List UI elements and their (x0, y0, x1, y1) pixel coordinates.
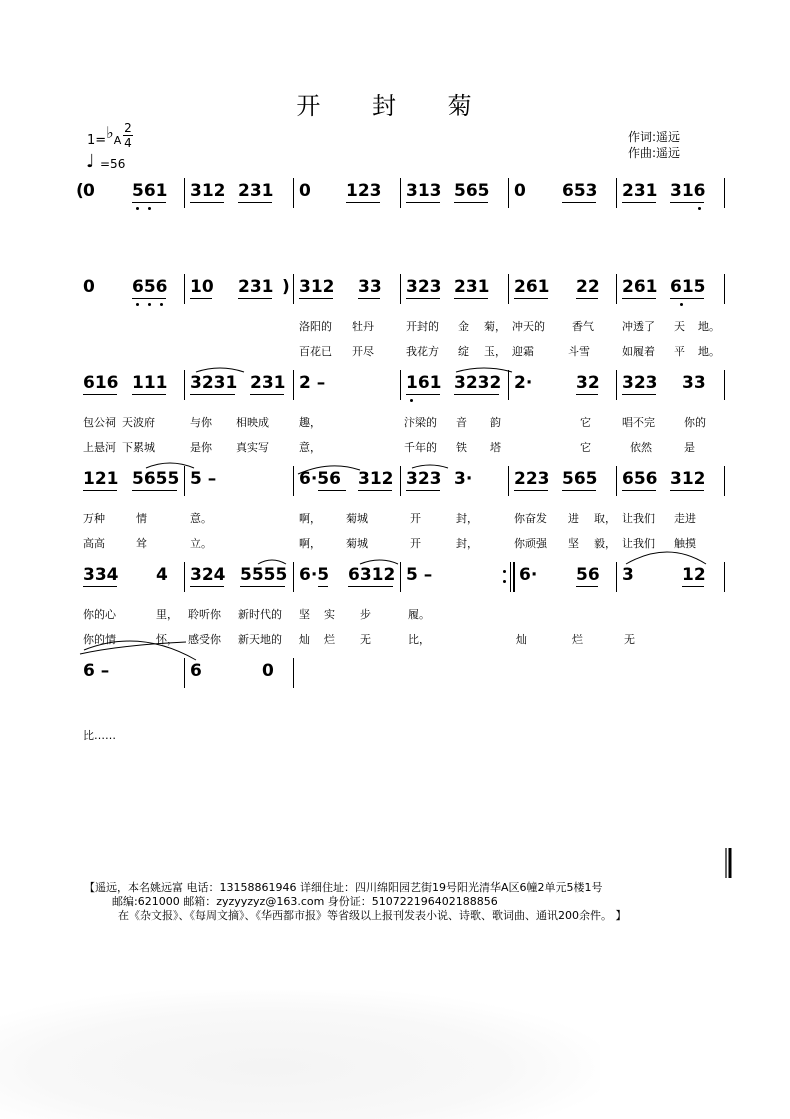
note-group: 565 (454, 181, 490, 201)
author-info-line: 【遥远，本名姚远富 电话：13158861946 详细住址：四川绵阳园艺街19号阳光清华A区6幢2单元5楼1号 (84, 881, 603, 894)
note-group: 6312 (348, 565, 396, 585)
note-group: 312 (299, 277, 335, 297)
contact-info-line: 邮编:621000 邮箱：zyzyyzyz@163.com 身份证：510722196402188856 (112, 895, 498, 908)
note-group: 0 (299, 181, 311, 201)
note-group: 656 (622, 469, 658, 489)
note-group: 0 (514, 181, 526, 201)
note-group: 2· (514, 373, 533, 393)
note-group: 231 (622, 181, 658, 201)
note-group: 5555 (240, 565, 288, 585)
staff-line-6: 6 – 6 0 比…… (0, 658, 790, 748)
bar-line (400, 178, 401, 208)
bar-line (293, 178, 294, 208)
note-group: 3· (454, 469, 473, 489)
note-group: 261 (514, 277, 550, 297)
bar-line (616, 178, 617, 208)
time-signature: 2 4 (124, 121, 132, 150)
note-group: 2 – (299, 373, 326, 393)
staff-line-1 (0, 178, 790, 214)
note-group: 223 (514, 469, 550, 489)
note-group: 0 (83, 181, 95, 201)
note-group: 323 (406, 277, 442, 297)
note-group: 653 (562, 181, 598, 201)
note-group: 3231 (190, 373, 238, 393)
composer: 作曲:遥远 (628, 146, 681, 160)
note-group: 561 (132, 181, 168, 201)
staff-line-2: 0 656 10 231 ) 312 33 323 231 261 22 261 615 洛阳的 牡丹 开封的 金 菊， 冲天的 香气 冲透了 天 地。 百花已 开尽 我花方 绽 玉， 迎霜 斗雪 如履着 平 地。 (0, 274, 790, 364)
page-shadow (0, 990, 600, 1119)
note-group: 12 (682, 565, 706, 585)
note-group: 334 (83, 565, 119, 585)
note-group: 231 (250, 373, 286, 393)
note-group: 22 (576, 277, 600, 297)
song-title: 开 封 菊 (296, 92, 494, 120)
note-group: 231 (238, 181, 274, 201)
note-group: 231 (238, 277, 274, 297)
note-group: 316 (670, 181, 706, 201)
note-group: 231 (454, 277, 490, 297)
note-group: 6·56 (299, 469, 341, 489)
note-group: 312 (190, 181, 226, 201)
note-group: 33 (358, 277, 382, 297)
note-group: 121 (83, 469, 119, 489)
note-group: 6 (190, 661, 202, 681)
note-group: 56 (576, 565, 600, 585)
note-group: 5655 (132, 469, 180, 489)
note-group: 6 – (83, 661, 110, 681)
note-group: 33 (682, 373, 706, 393)
note-group: 4 (156, 565, 168, 585)
note-group: 0 (262, 661, 274, 681)
note-group: 323 (622, 373, 658, 393)
bar-line (508, 178, 509, 208)
note-group: 161 (406, 373, 442, 393)
note-group: 261 (622, 277, 658, 297)
note-group: 656 (132, 277, 168, 297)
key-signature: 1=♭A (87, 123, 122, 148)
tempo-note-icon: ♩ (86, 151, 95, 172)
note-group: 10 (190, 277, 214, 297)
note-group: 313 (406, 181, 442, 201)
note-group: 565 (562, 469, 598, 489)
note-group: 32 (576, 373, 600, 393)
note-group: ) (282, 277, 290, 297)
note-group: 111 (132, 373, 168, 393)
note-group: 616 (83, 373, 119, 393)
note-group: 0 (83, 277, 95, 297)
note-group: ( (76, 181, 84, 201)
tempo-value: =56 (100, 157, 126, 171)
note-group: 312 (358, 469, 394, 489)
note-group: 312 (670, 469, 706, 489)
note-group: 5 – (406, 565, 433, 585)
bar-line (184, 178, 185, 208)
note-group: 3 (622, 565, 634, 585)
note-group: 324 (190, 565, 226, 585)
note-group: 6· (519, 565, 538, 585)
lyricist: 作词:遥远 (628, 130, 681, 144)
staff-line-4: 121 5655 5 – 6·56 312 323 3· 223 565 656 312 万种 情 意。 啊， 菊城 开 封， 你奋发 进 取， 让我们 走进 高高 耸 立。 啊， 菊城 开 封， 你顽强 坚 毅， 让我们 触摸 (0, 466, 790, 556)
note-group: 6·5 (299, 565, 330, 585)
note-group: 123 (346, 181, 382, 201)
note-group: 615 (670, 277, 706, 297)
staff-line-5: 334 4 324 5555 6·5 6312 5 – 6· 56 3 12 你的心 里， 聆听你 新时代的 坚 实 步 履。 你的情 怀， 感受你 新天地的 灿 烂 无 比， 灿 烂 无 (0, 562, 790, 652)
staff-line-3: 616 111 3231 231 2 – 161 3232 2· 32 323 33 包公祠 天波府 与你 相映成 趣， 汴梁的 音 韵 它 唱不完 你的 上悬河 下累城 是你 真实写 意， 千年的 铁 塔 它 依然 是 (0, 370, 790, 460)
note-group: 323 (406, 469, 442, 489)
bar-line (724, 178, 725, 208)
note-group: 3232 (454, 373, 502, 393)
note-group: 5 – (190, 469, 217, 489)
publication-info-line: 在《杂文报》、《每周文摘》、《华西都市报》等省级以上报刊发表小说、诗歌、歌词曲、通讯200余件。 】 (118, 909, 627, 922)
